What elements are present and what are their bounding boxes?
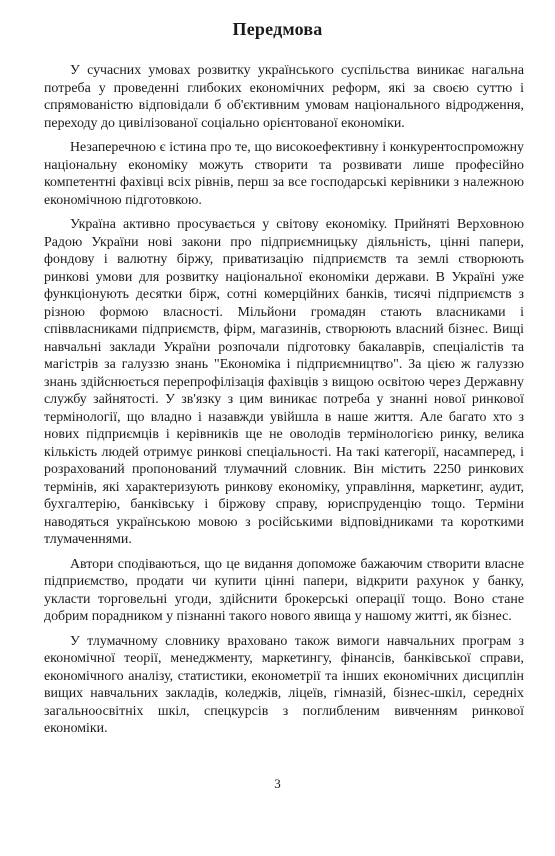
- page-title: Передмова: [232, 19, 323, 39]
- paragraph-1: У сучасних умовах розвитку українського суспільства виникає нагальна потреба у проведенні глибоких економічних реформ, які за своєю суттю і спрямованістю відповідали б об'єктивним умовам національного відродження, переходу до цивілізованої соціально орієнтованої економіки.: [44, 63, 524, 131]
- paragraph-5: У тлумачному словнику враховано також вимоги навчальних програм з економічної теорії, менеджменту, маркетингу, фінансів, банківської справи, економічного аналізу, статистики, економетрії та інших економічних дисциплін вищих навчальних закладів, коледжів, ліцеїв, гімназій, бізнес-шкіл, середніх загальноосвітніх шкіл, спецкурсів з поглибленим вивченням ринкової економіки.: [44, 633, 524, 736]
- paragraph-2: Незаперечною є істина про те, що високоефективну і конкурентоспроможну національну економіку можуть створити та розвивати лише професійно компетентні фахівці всіх рівнів, перш за все господарські керівники з належною економічною підготовкою.: [44, 140, 524, 208]
- body-text: [44, 62, 524, 745]
- page-number: 3: [274, 776, 281, 791]
- paragraph-3: Україна активно просувається у світову економіку. Прийняті Верховною Радою України нові закони про підприємницьку діяльність, цінні папери, фондову і валютну біржу, приватизацію підприємств та землі створюють ринкові умови для розвитку національної економіки держави. В Україні уже функціонують десятки бірж, сотні комерційних банків, тисячі підприємств з різною формою власності. Мільйони громадян стають власниками і співвласниками підприємств, фірм, магазинів, створюють власний бізнес. Вищі навчальні заклади України розпочали підготовку бакалаврів, спеціалістів та магістрів за галуззю знань "Економіка і підприємництво". За цією ж галуззю знань здійснюється перепрофілізація фахівців з вищою освітою через Державну службу зайнятості. У зв'язку з цим виникає потреба у знанні нової ринкової термінології, що владно і назавжди увійшла в наше життя. Але багато хто з нових підприємців і керівників ще не оволодів термінологією ринку, велика кількість людей отримує ринкові спеціальності. На такі категорії, насамперед, і розрахований пропонований тлумачний словник. Він містить 2250 ринкових термінів, які характеризують ринкову економіку, управління, маркетинг, аудит, бухгалтерію, банківську і біржову справу, юриспруденцію тощо. Терміни наводяться українською мовою з російськими відповідниками та короткими тлумаченнями.: [44, 217, 524, 547]
- paragraph-4: Автори сподіваються, що це видання допоможе бажаючим створити власне підприємство, продати чи купити цінні папери, відкрити рахунок у банку, укласти торговельні угоди, здійснити брокерські операції тощо. Воно стане добрим порадником у пізнанні такого нового явища у нашому житті, як бізнес.: [44, 556, 524, 624]
